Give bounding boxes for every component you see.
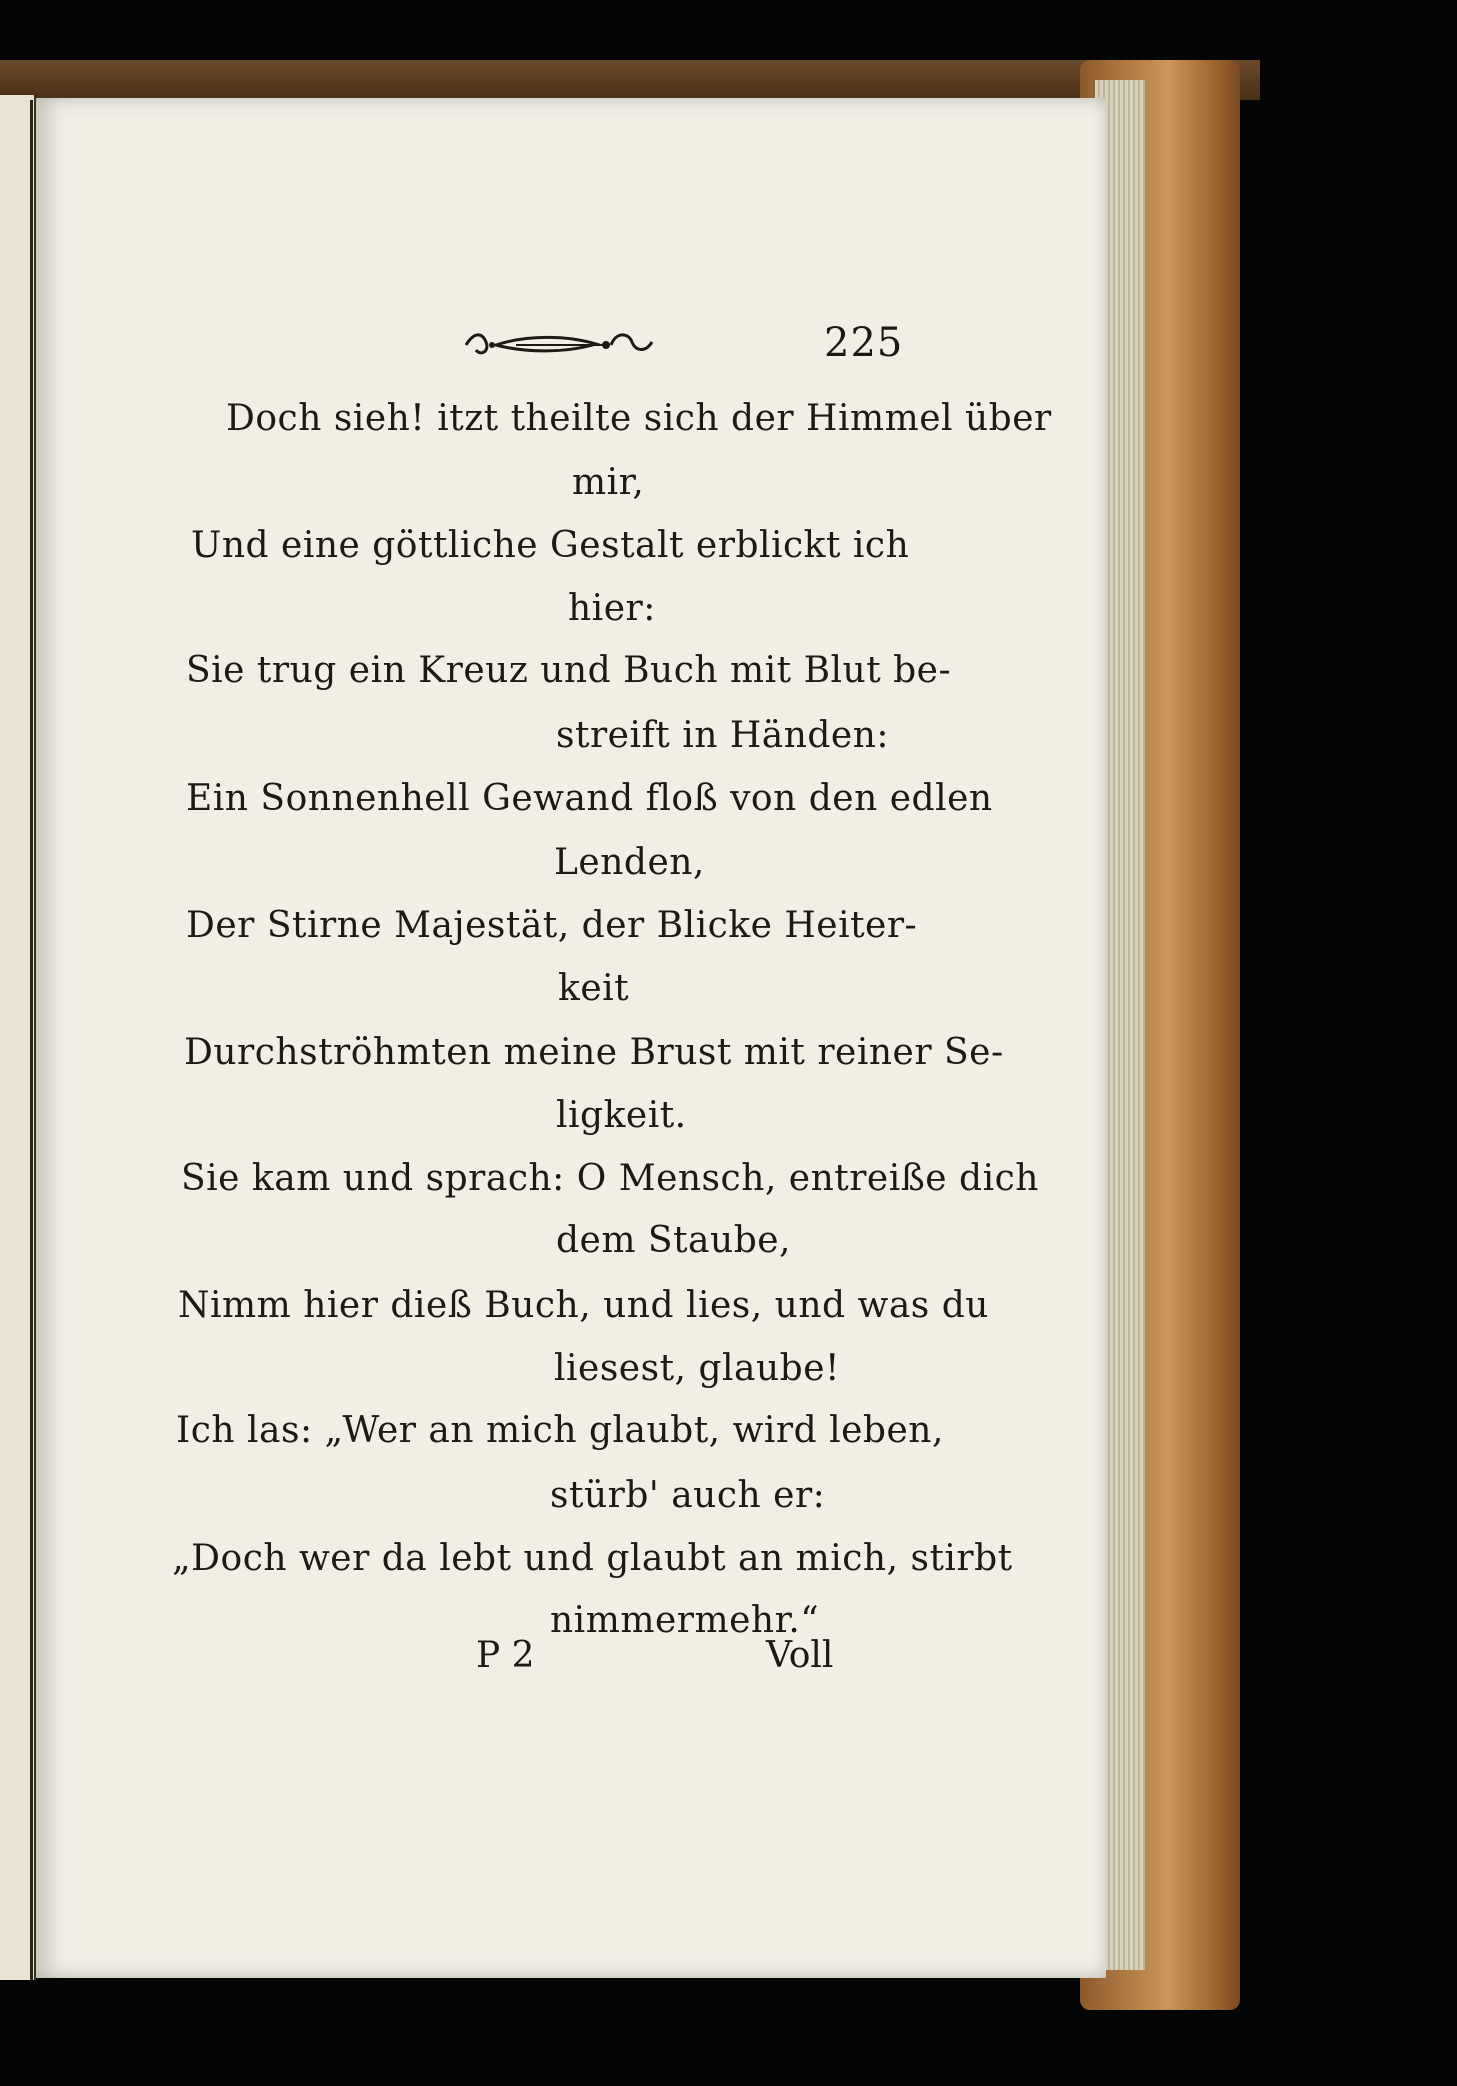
poem-text [36, 0, 1106, 1880]
text-line: stürb' auch er: [550, 1475, 826, 1516]
text-line: Und eine göttliche Gestalt erblickt ich [191, 525, 910, 566]
page-footer [36, 1635, 1106, 1695]
text-line: Durchströhmten meine Brust mit reiner Se- [184, 1032, 1004, 1073]
text-line: streift in Händen: [556, 715, 890, 756]
text-line: Nimm hier dieß Buch, und lies, und was du [178, 1285, 989, 1326]
text-line: „Doch wer da lebt und glaubt an mich, stirbt [172, 1538, 1013, 1579]
text-line: hier: [568, 588, 656, 629]
text-line: keit [558, 968, 630, 1009]
text-line: ligkeit. [556, 1095, 687, 1136]
text-line: nimmermehr.“ [550, 1600, 820, 1641]
text-line: Sie kam und sprach: O Mensch, entreiße dich [181, 1158, 1039, 1199]
catchword: Voll [766, 1635, 834, 1676]
text-line: liesest, glaube! [554, 1348, 840, 1389]
text-line: Lenden, [554, 842, 705, 883]
text-line: Ein Sonnenhell Gewand floß von den edlen [186, 778, 993, 819]
page-number: 225 [824, 320, 904, 366]
text-line: Ich las: „Wer an mich glaubt, wird leben, [176, 1410, 944, 1451]
signature-mark: P 2 [476, 1635, 535, 1676]
text-line: Sie trug ein Kreuz und Buch mit Blut be- [186, 650, 952, 691]
text-line: Der Stirne Majestät, der Blicke Heiter- [186, 905, 918, 946]
text-line: Doch sieh! itzt theilte sich der Himmel über [226, 398, 1052, 439]
gutter-line [30, 100, 33, 1980]
text-line: dem Staube, [556, 1220, 791, 1261]
text-line: mir, [572, 462, 645, 503]
